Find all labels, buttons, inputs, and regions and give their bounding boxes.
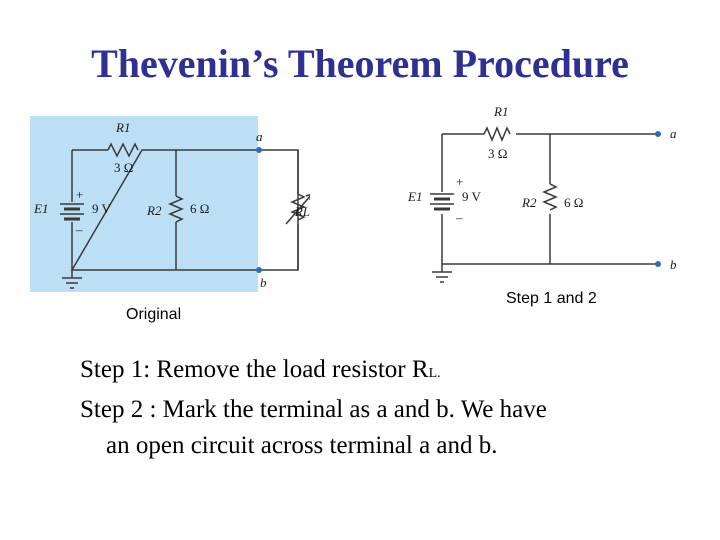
terminal-a-label: a [256,129,263,144]
original-circuit-diagram [30,110,310,300]
step-wires [432,128,658,282]
step1-line [80,352,700,392]
terminal-b-dot [256,267,262,273]
step1-text: Step 1: Remove the load resistor R [80,356,429,383]
step-r2-value: 6 Ω [564,195,584,210]
step-terminal-b-label: b [670,257,677,272]
terminal-b-label: b [260,275,267,290]
terminal-a-dot [256,147,262,153]
step-circuit-diagram [400,100,690,290]
step-r1-resistor-symbol [484,128,510,140]
step-r2-resistor-symbol [544,184,556,210]
e1-value: 9 V [92,201,111,216]
step-r1-value: 3 Ω [488,146,508,161]
step2-line1: Step 2 : Mark the terminal as a and b. We have [80,396,547,423]
e1-label: E1 [34,201,49,216]
e1-plus-sign: + [76,187,84,202]
step-e1-label: E1 [408,189,423,204]
r2-value: 6 Ω [190,201,210,216]
r2-label: R2 [147,203,162,218]
step-r1-label: R1 [494,104,509,119]
step-terminal-a-label: a [670,126,677,141]
step-e1-value: 9 V [462,189,481,204]
slide-title: Thevenin’s Theorem Procedure [91,41,629,86]
steps-text [80,352,700,464]
r1-value: 3 Ω [114,160,134,175]
step-e1-minus-sign: – [456,210,463,225]
step-ground-symbol [432,264,452,282]
step-caption: Step 1 and 2 [506,290,597,307]
step-terminal-a-dot [655,131,661,137]
step2-line2: an open circuit across terminal a and b. [106,432,498,459]
rl-label: RL [294,204,310,219]
original-caption: Original [126,306,182,323]
step1-subscript: L. [428,366,441,381]
step-e1-plus-sign: + [456,174,464,189]
r1-label: R1 [116,120,131,135]
step-r2-label: R2 [522,195,537,210]
step-e1-battery-symbol [430,194,454,209]
step-terminal-b-dot [655,261,661,267]
e1-minus-sign: – [76,222,83,237]
